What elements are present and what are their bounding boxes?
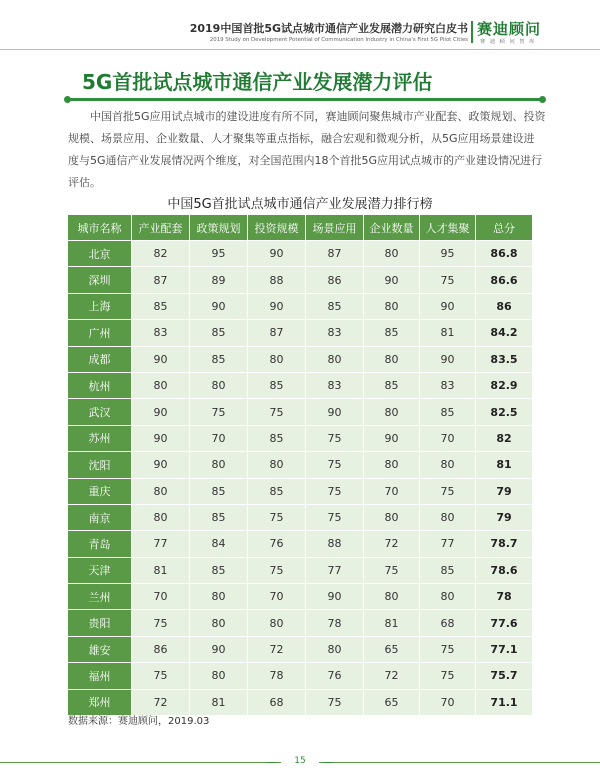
ranking-table [68,215,532,716]
score-cell: 72 [132,690,190,716]
table-row [68,531,532,557]
city-name-cell: 重庆 [68,479,132,505]
score-cell: 75 [306,690,364,716]
total-score-cell: 86 [476,294,532,320]
city-name-cell: 兰州 [68,584,132,610]
table-row [68,479,532,505]
column-header: 投资规模 [248,215,306,241]
table-body [68,241,532,716]
score-cell: 85 [364,373,420,399]
score-cell: 80 [248,452,306,478]
table-row [68,373,532,399]
score-cell: 90 [364,267,420,293]
city-name-cell: 杭州 [68,373,132,399]
total-score-cell: 78.7 [476,531,532,557]
score-cell: 88 [248,267,306,293]
score-cell: 75 [248,558,306,584]
report-subtitle: 2019 Study on Development Potential of Communication Industry in China's First 5G Pilot Cities [209,37,468,43]
total-score-cell: 84.2 [476,320,532,346]
column-header: 人才集聚 [420,215,476,241]
score-cell: 80 [190,584,248,610]
column-header: 总分 [476,215,532,241]
total-score-cell: 71.1 [476,690,532,716]
score-cell: 85 [306,294,364,320]
score-cell: 72 [364,663,420,689]
score-cell: 80 [364,452,420,478]
page-number: 15 [294,756,306,766]
score-cell: 81 [364,610,420,636]
score-cell: 83 [306,373,364,399]
title-underline [70,98,540,101]
total-score-cell: 79 [476,505,532,531]
score-cell: 80 [364,347,420,373]
score-cell: 80 [364,241,420,267]
score-cell: 85 [248,426,306,452]
paragraph-line: 度与5G通信产业发展情况两个维度，对全国范围内18个首批5G应用试点城市的产业建设情况进行 [68,154,543,167]
table-row [68,399,532,425]
score-cell: 85 [364,320,420,346]
city-name-cell: 福州 [68,663,132,689]
score-cell: 80 [420,452,476,478]
score-cell: 80 [190,610,248,636]
score-cell: 80 [190,663,248,689]
paragraph-line: 评估。 [68,176,101,189]
city-name-cell: 武汉 [68,399,132,425]
table-row [68,452,532,478]
score-cell: 90 [248,294,306,320]
score-cell: 90 [132,452,190,478]
table-row [68,637,532,663]
score-cell: 70 [420,690,476,716]
score-cell: 75 [420,267,476,293]
score-cell: 80 [132,373,190,399]
score-cell: 90 [306,399,364,425]
table-row [68,610,532,636]
table-row [68,584,532,610]
score-cell: 84 [190,531,248,557]
score-cell: 70 [248,584,306,610]
score-cell: 81 [190,690,248,716]
score-cell: 80 [306,637,364,663]
score-cell: 80 [364,294,420,320]
table-title: 中国5G首批试点城市通信产业发展潜力排行榜 [167,197,433,212]
score-cell: 65 [364,690,420,716]
score-cell: 89 [190,267,248,293]
total-score-cell: 81 [476,452,532,478]
score-cell: 72 [248,637,306,663]
score-cell: 85 [190,558,248,584]
column-header: 场景应用 [306,215,364,241]
score-cell: 72 [364,531,420,557]
source-note: 数据来源：赛迪顾问，2019.03 [68,716,210,727]
score-cell: 80 [306,347,364,373]
score-cell: 75 [364,558,420,584]
score-cell: 82 [132,241,190,267]
score-cell: 80 [132,479,190,505]
score-cell: 70 [132,584,190,610]
city-name-cell: 贵阳 [68,610,132,636]
brand-slogan: 赛 迪 顾 问 智 库 [480,39,536,45]
intro-paragraph [68,106,546,194]
total-score-cell: 86.8 [476,241,532,267]
city-name-cell: 苏州 [68,426,132,452]
score-cell: 83 [420,373,476,399]
score-cell: 85 [248,373,306,399]
score-cell: 85 [190,479,248,505]
city-name-cell: 上海 [68,294,132,320]
table-header-row [68,215,532,241]
score-cell: 90 [190,637,248,663]
score-cell: 76 [306,663,364,689]
score-cell: 76 [248,531,306,557]
paragraph-line: 规模、场景应用、企业数量、人才聚集等重点指标，融合宏观和微观分析，从5G应用场景建设进 [68,132,535,145]
score-cell: 78 [306,610,364,636]
score-cell: 90 [248,241,306,267]
total-score-cell: 86.6 [476,267,532,293]
score-cell: 81 [420,320,476,346]
score-cell: 90 [190,294,248,320]
score-cell: 81 [132,558,190,584]
score-cell: 65 [364,637,420,663]
city-name-cell: 郑州 [68,690,132,716]
score-cell: 75 [306,479,364,505]
column-header: 产业配套 [132,215,190,241]
score-cell: 80 [364,584,420,610]
score-cell: 70 [364,479,420,505]
score-cell: 75 [420,479,476,505]
score-cell: 75 [420,663,476,689]
total-score-cell: 78 [476,584,532,610]
table-row [68,558,532,584]
score-cell: 86 [132,637,190,663]
total-score-cell: 82 [476,426,532,452]
score-cell: 75 [306,452,364,478]
score-cell: 90 [306,584,364,610]
score-cell: 75 [306,505,364,531]
score-cell: 80 [420,505,476,531]
total-score-cell: 75.7 [476,663,532,689]
city-name-cell: 天津 [68,558,132,584]
score-cell: 75 [132,663,190,689]
score-cell: 90 [132,399,190,425]
total-score-cell: 77.6 [476,610,532,636]
section-title: 5G首批试点城市通信产业发展潜力评估 [82,70,433,94]
city-name-cell: 深圳 [68,267,132,293]
score-cell: 68 [420,610,476,636]
table-row [68,320,532,346]
score-cell: 77 [306,558,364,584]
city-name-cell: 雄安 [68,637,132,663]
total-score-cell: 79 [476,479,532,505]
score-cell: 95 [420,241,476,267]
score-cell: 80 [248,610,306,636]
table-row [68,663,532,689]
page-number-dash-right [324,762,332,763]
score-cell: 75 [248,505,306,531]
table-row [68,505,532,531]
column-header: 企业数量 [364,215,420,241]
total-score-cell: 83.5 [476,347,532,373]
column-header: 政策规划 [190,215,248,241]
score-cell: 70 [190,426,248,452]
score-cell: 80 [248,347,306,373]
page-header [0,0,600,50]
header-rule [0,49,600,50]
score-cell: 75 [306,426,364,452]
header-divider [471,21,473,43]
city-name-cell: 广州 [68,320,132,346]
score-cell: 77 [132,531,190,557]
table-row [68,347,532,373]
score-cell: 85 [190,320,248,346]
score-cell: 87 [248,320,306,346]
score-cell: 90 [132,426,190,452]
score-cell: 75 [248,399,306,425]
score-cell: 86 [306,267,364,293]
total-score-cell: 77.1 [476,637,532,663]
city-name-cell: 北京 [68,241,132,267]
page-number-dash-left [268,762,276,763]
score-cell: 80 [190,452,248,478]
score-cell: 95 [190,241,248,267]
total-score-cell: 82.5 [476,399,532,425]
table-row [68,241,532,267]
table-row [68,267,532,293]
report-title: 2019中国首批5G试点城市通信产业发展潜力研究白皮书 [189,22,468,35]
score-cell: 85 [420,399,476,425]
score-cell: 80 [364,399,420,425]
score-cell: 87 [306,241,364,267]
score-cell: 85 [420,558,476,584]
score-cell: 80 [190,373,248,399]
score-cell: 80 [420,584,476,610]
score-cell: 70 [420,426,476,452]
score-cell: 90 [420,347,476,373]
table-row [68,294,532,320]
score-cell: 85 [190,505,248,531]
score-cell: 90 [420,294,476,320]
column-header: 城市名称 [68,215,132,241]
table-row [68,426,532,452]
score-cell: 90 [132,347,190,373]
score-cell: 80 [364,505,420,531]
score-cell: 90 [364,426,420,452]
score-cell: 85 [248,479,306,505]
score-cell: 78 [248,663,306,689]
score-cell: 75 [420,637,476,663]
score-cell: 85 [132,294,190,320]
score-cell: 85 [190,347,248,373]
score-cell: 88 [306,531,364,557]
score-cell: 83 [132,320,190,346]
city-name-cell: 青岛 [68,531,132,557]
city-name-cell: 南京 [68,505,132,531]
score-cell: 80 [132,505,190,531]
brand-logo: 赛迪顾问 [477,20,542,38]
paragraph-line: 中国首批5G应用试点城市的建设进度有所不同，赛迪顾问聚焦城市产业配套、政策规划、投资 [90,110,546,123]
title-underline-dot-right [539,96,546,103]
total-score-cell: 82.9 [476,373,532,399]
score-cell: 77 [420,531,476,557]
total-score-cell: 78.6 [476,558,532,584]
score-cell: 83 [306,320,364,346]
score-cell: 87 [132,267,190,293]
city-name-cell: 沈阳 [68,452,132,478]
score-cell: 75 [132,610,190,636]
city-name-cell: 成都 [68,347,132,373]
score-cell: 75 [190,399,248,425]
score-cell: 68 [248,690,306,716]
